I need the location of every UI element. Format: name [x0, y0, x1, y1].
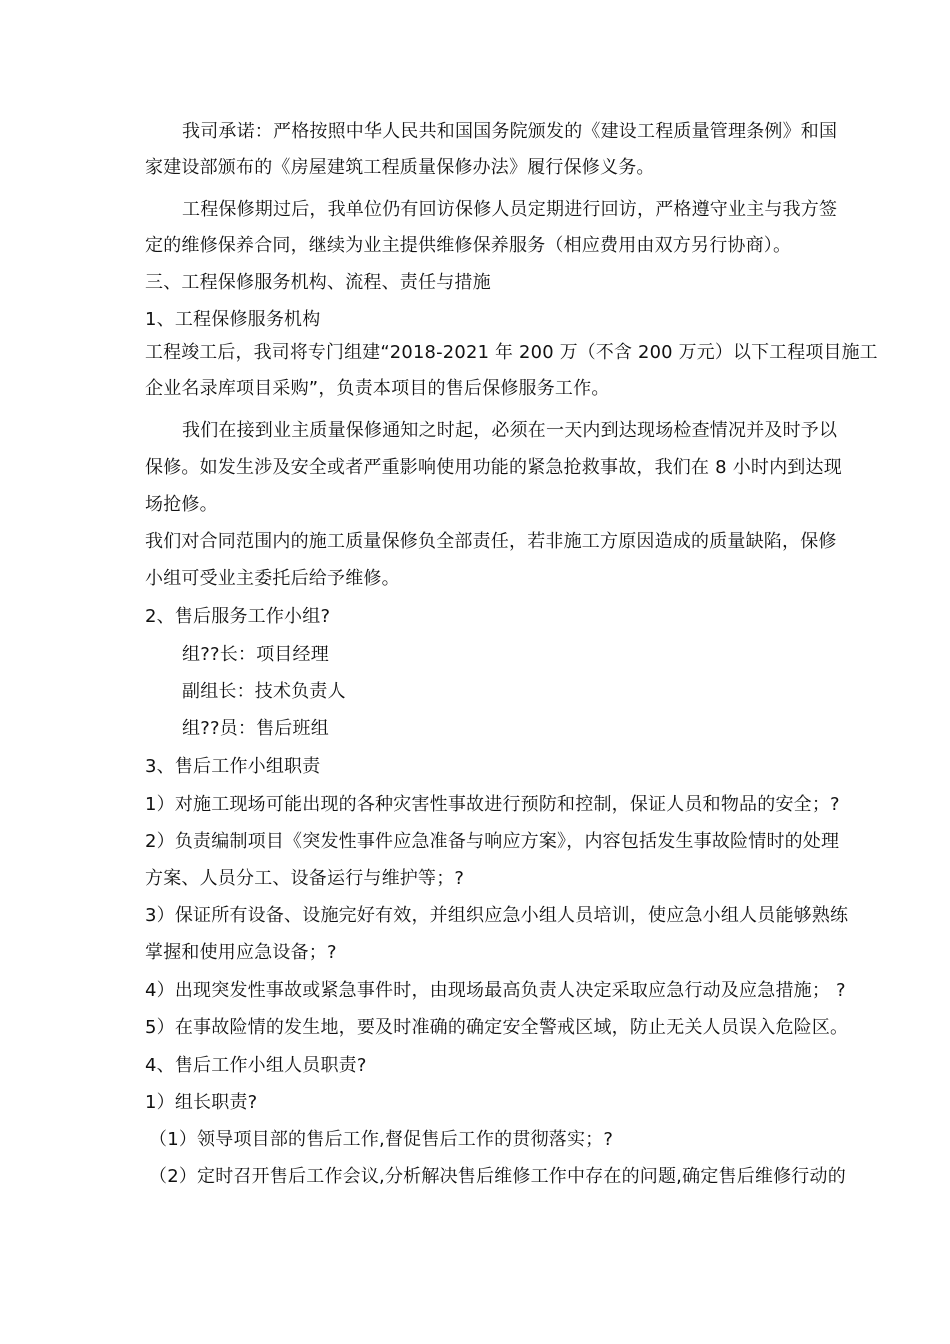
duty-item-1: 1）对施工现场可能出现的各种灾害性事故进行预防和控制，保证人员和物品的安全；?: [145, 794, 840, 815]
paragraph-line-8: 企业名录库项目采购”，负责本项目的售后保修服务工作。: [145, 378, 610, 399]
duty-item-3: 3）保证所有设备、设施完好有效，并组织应急小组人员培训，使应急小组人员能够熟练: [145, 905, 849, 926]
subsection-heading-4: 4、售后工作小组人员职责?: [145, 1055, 367, 1076]
section-heading-3: 三、工程保修服务机构、流程、责任与措施: [145, 272, 491, 293]
paragraph-line-1: 我司承诺：严格按照中华人民共和国国务院颁发的《建设工程质量管理条例》和国: [182, 121, 838, 142]
subsection-heading-2: 2、售后服务工作小组?: [145, 606, 331, 627]
paragraph-line-13: 小组可受业主委托后给予维修。: [145, 568, 400, 589]
duty-item-2: 2）负责编制项目《突发性事件应急准备与响应方案》，内容包括发生事故险情时的处理: [145, 831, 840, 852]
paragraph-line-10: 保修。如发生涉及安全或者严重影响使用功能的紧急抢救事故，我们在 8 小时内到达现: [145, 457, 842, 478]
duty-item-3-cont: 掌握和使用应急设备；?: [145, 942, 337, 963]
leader-duties-heading: 1）组长职责?: [145, 1092, 258, 1113]
paragraph-line-4: 定的维修保养合同，继续为业主提供维修保养服务（相应费用由双方另行协商）。: [145, 235, 792, 256]
subsection-heading-1: 1、工程保修服务机构: [145, 309, 321, 330]
duty-item-2-cont: 方案、人员分工、设备运行与维护等；?: [145, 868, 465, 889]
paragraph-line-7: 工程竣工后，我司将专门组建“2018-2021 年 200 万（不含 200 万元）以下工程项目施工: [145, 342, 878, 363]
paragraph-line-3: 工程保修期过后，我单位仍有回访保修人员定期进行回访，严格遵守业主与我方签: [182, 199, 838, 220]
duty-item-5: 5）在事故险情的发生地，要及时准确的确定安全警戒区域，防止无关人员误入危险区。: [145, 1017, 849, 1038]
duty-item-4: 4）出现突发性事故或紧急事件时，由现场最高负责人决定采取应急行动及应急措施； ?: [145, 980, 846, 1001]
leader-duty-1: （1）领导项目部的售后工作,督促售后工作的贯彻落实；?: [149, 1129, 614, 1150]
leader-duty-2: （2）定时召开售后工作会议,分析解决售后维修工作中存在的问题,确定售后维修行动的: [149, 1166, 846, 1187]
deputy-leader-line: 副组长：技术负责人: [182, 681, 346, 702]
subsection-heading-3: 3、售后工作小组职责: [145, 756, 321, 777]
team-leader-line: 组??长：项目经理: [182, 644, 329, 665]
paragraph-line-11: 场抢修。: [145, 494, 218, 515]
paragraph-line-12: 我们对合同范围内的施工质量保修负全部责任，若非施工方原因造成的质量缺陷，保修: [145, 531, 837, 552]
paragraph-line-9: 我们在接到业主质量保修通知之时起，必须在一天内到达现场检查情况并及时予以: [182, 420, 838, 441]
team-member-line: 组??员：售后班组: [182, 718, 329, 739]
paragraph-line-2: 家建设部颁布的《房屋建筑工程质量保修办法》履行保修义务。: [145, 157, 655, 178]
